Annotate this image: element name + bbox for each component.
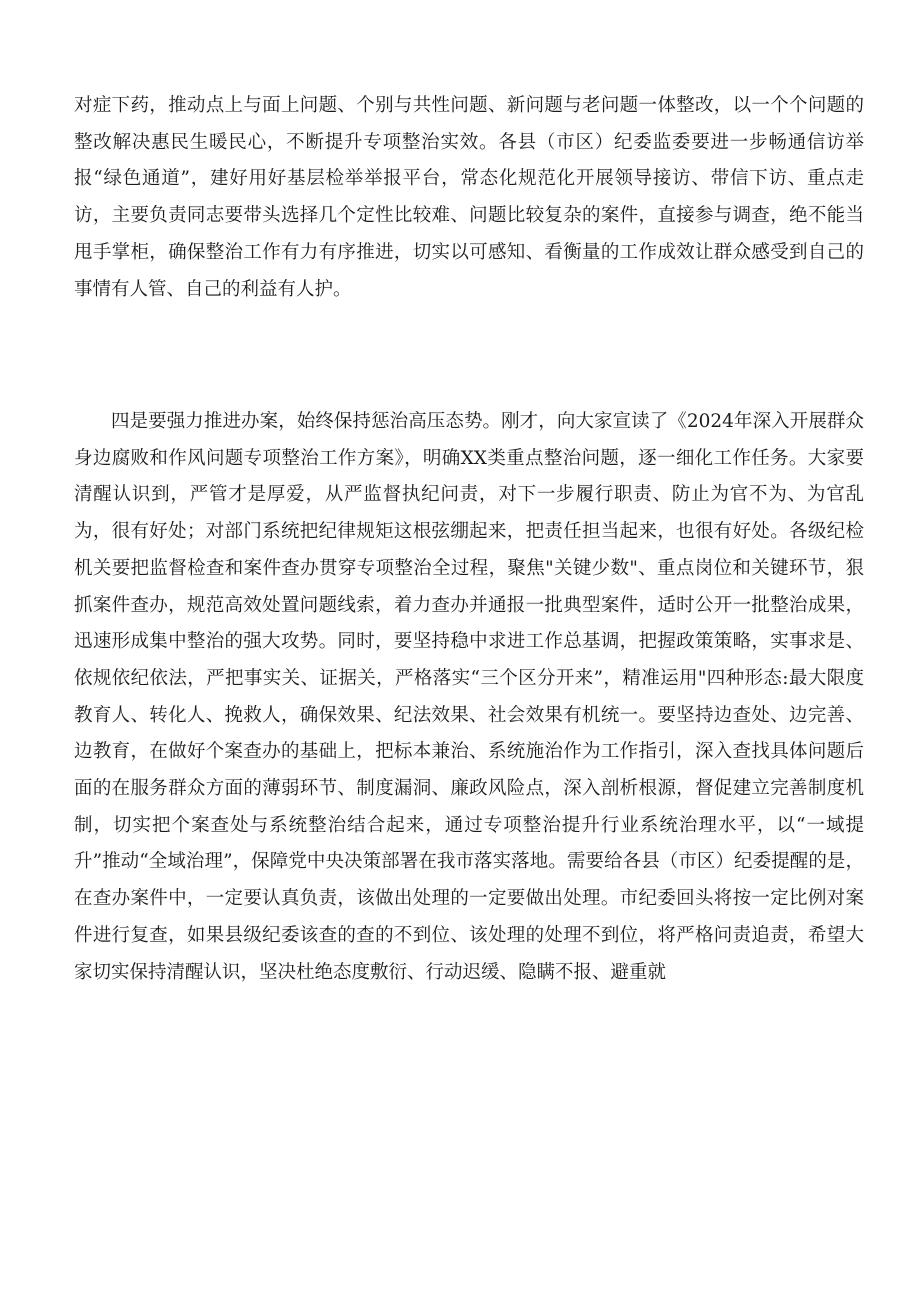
paragraph-continuation: 对症下药，推动点上与面上问题、个别与共性问题、新问题与老问题一体整改，以一个个问题的整改解决惠民生暖民心，不断提升专项整治实效。各县（市区）纪委监委要进一步畅通信访举报“绿色通道”，建好用好基层检举举报平台，常态化规范化开展领导接访、带信下访、重点走访，主要负责同志要带头选择几个定性比较难、问题比较复杂的案件，直接参与调查，绝不能当甩手掌柜，确保整治工作有力有序推进，切实以可感知、看衡量的工作成效让群众感受到自己的事情有人管、自己的利益有人护。: [74, 95, 864, 300]
paragraph-case-handling: 四是要强力推进办案，始终保持惩治高压态势。刚才，向大家宣读了《2024年深入开展群众身边腐败和作风问题专项整治工作方案》，明确XX类重点整治问题，逐一细化工作任务。大家要清醒认识到，严管才是厚爱，从严监督执纪问责，对下一步履行职责、防止为官不为、为官乱为，很有好处；对部门系统把纪律规矩这根弦绷起来，把责任担当起来，也很有好处。各级纪检机关要把监督检查和案件查办贯穿专项整治全过程，聚焦"关键少数"、重点岗位和关键环节，狠抓案件查办，规范高效处置问题线索，着力查办并通报一批典型案件，适时公开一批整治成果，迅速形成集中整治的强大攻势。同时，要坚持稳中求进工作总基调，把握政策策略，实事求是、依规依纪依法，严把事实关、证据关，严格落实“三个区分开来”，精准运用"四种形态:最大限度教育人、转化人、挽救人，确保效果、纪法效果、社会效果有机统一。要坚持边查处、边完善、边教育，在做好个案查办的基础上，把标本兼治、系统施治作为工作指引，深入查找具体问题后面的在服务群众方面的薄弱环节、制度漏洞、廉政风险点，深入剖析根源，督促建立完善制度机制，切实把个案查处与系统整治结合起来，通过专项整治提升行业系统治理水平，以“一域提升”推动“全域治理”，保障党中央决策部署在我市落实落地。需要给各县（市区）纪委提醒的是，在查办案件中，一定要认真负责，该做出处理的一定要做出处理。市纪委回头将按一定比例对案件进行复查，如果县级纪委该查的查的不到位、该处理的处理不到位，将严格问责追责，希望大家切实保持清醒认识，坚决杜绝态度敷衍、行动迟缓、隐瞒不报、避重就: [74, 411, 864, 983]
